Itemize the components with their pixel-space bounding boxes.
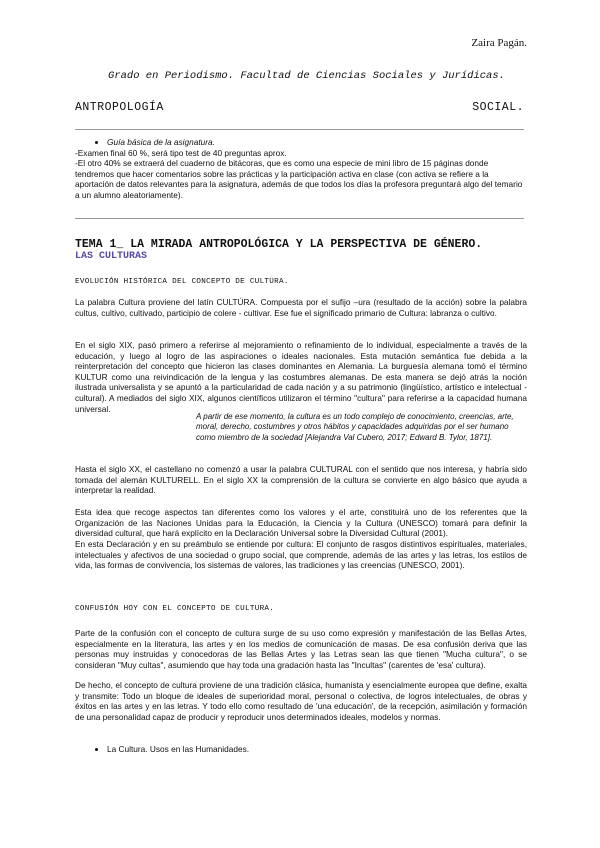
paragraph-classical-tradition: De hecho, el concepto de cultura proviene de una tradición clásica, humanista y esencialmente europea que define, exalta y transmite: Todo un bloque de ideales de superioridad moral, personal o colectiva, de logros intelectuales, de obras y éxitos en las artes y en las letras. Y todo ello como resultado de 'una educación', de la recepción, asimilación y formación de una personalidad capaz de producir y reproducir unos determinados ideales, modelos y normas. — [75, 680, 527, 722]
guide-list — [75, 137, 527, 148]
subject-title — [75, 101, 524, 114]
quote-tylor: A partir de ese momento, la cultura es un todo complejo de conocimiento, creencias, arte, moral, derecho, costumbres y otros hábitos y capacidades adquiridas por el ser humano como miembro de la sociedad [Alejandra Val Cubero, 2017; Edward B. Tylor, 1871]. — [196, 412, 514, 442]
section-heading-evolution: EVOLUCIÓN HISTÓRICA DEL CONCEPTO DE CULTURA. — [75, 278, 289, 286]
paragraph-nineteenth-century: En el siglo XIX, pasó primero a referirse al mejoramiento o refinamiento de lo individual, especialmente a través de la educación, y luego al logro de las aspiraciones o ideales nacionales. Esta mutación semántica fue debida a la reinterpretación del concepto que hicieron las clases dominantes en Alemania. La burguesía alemana tomó el término KULTUR como una reivindicación de la lengua y las costumbres alemanas. De esta manera se dejó atrás la noción ilustrada universalista y se apuntó a la particularidad de cada nación y a su patrimonio (lingüístico, artístico e intelectual - cultural). A mediados del siglo XIX, algunos científicos utilizaron el término "cultura" para referirse a la capacidad humana universal. — [75, 340, 527, 414]
course-guide — [75, 137, 527, 201]
paragraph-declaration: En esta Declaración y en su preámbulo se entiende por cultura: El conjunto de rasgos distintivos espirituales, materiales, intelectuales y afectivos de una sociedad o grupo social, que comprende, además de las artes y las letras, los estilos de vida, las formas de convivencia, los sistemas de valores, las tradiciones y las creencias (UNESCO, 2001). — [75, 539, 527, 571]
divider-bottom — [75, 218, 524, 219]
paragraph-unesco: Esta idea que recoge aspectos tan diferentes como los valores y el arte, constituirá uno de los referentes que la Organización de las Naciones Unidas para la Educación, la Ciencia y la Cultura (UNESCO) tomará para definir la diversidad cultural, que hará explícito en la Declaración Universal sobre la Diversidad Cultural (2001). — [75, 507, 527, 539]
paragraph-twentieth-century: Hasta el siglo XX, el castellano no comenzó a usar la palabra CULTURAL con el sentido que nos interesa, y habría sido tomada del alemán KULTURELL. En el siglo XX la comprensión de la cultura se convierte en algo básico que ayuda a interpretar la realidad. — [75, 464, 527, 496]
subject-right: SOCIAL. — [472, 101, 524, 114]
humanities-list — [75, 744, 249, 754]
degree-line: Grado en Periodismo. Facultad de Ciencias Sociales y Jurídicas. — [108, 70, 505, 82]
divider-top — [75, 129, 524, 130]
guide-bullet: • Guía básica de la asignatura. — [107, 137, 527, 148]
paragraph-etymology: La palabra Cultura proviene del latín CULTÚRA. Compuesta por el sufijo –ura (resultado de la acción) sobre la palabra cultus, cultivo, cultivado, participio de colere - cultivar. Ese fue el significado primario de Cultura: labranza o cultivo. — [75, 297, 527, 318]
exam-line: -Examen final 60 %, será tipo test de 40 preguntas aprox. — [75, 147, 287, 158]
subject-left: ANTROPOLOGÍA — [75, 101, 164, 114]
paragraph-confusion: Parte de la confusión con el concepto de cultura surge de su uso como expresión y manifestación de las Bellas Artes, especialmente en la literatura, las artes y en los medios de comunicación de masas. De esa confusión deriva que las personas muy instruidas y conocedoras de las Bellas Artes y las Letras sean las que tienen "Mucha cultura", o se consideran "Muy cultas", asumiendo que hay toda una gradación hasta las "Incultas" (carentes de 'esa' cultura). — [75, 628, 527, 670]
theme-title: TEMA 1_ LA MIRADA ANTROPOLÓGICA Y LA PERSPECTIVA DE GÉNERO. — [75, 238, 483, 251]
notebook-line: -El otro 40% se extraerá del cuaderno de bitácoras, que es como una especie de mini libro de 15 páginas donde tendremos que hacer comentarios sobre las prácticas y la participación activa en clase (con activa se refiere a la aportación de datos relevantes para la asignatura, además de que todos los días la profesora preguntará algo del temario a un alumno aleatoriamente). — [75, 158, 523, 200]
section-heading-confusion: CONFUSIÓN HOY CON EL CONCEPTO DE CULTURA. — [75, 605, 275, 613]
author-name: Zaira Pagán. — [471, 37, 527, 49]
theme-subtitle: LAS CULTURAS — [75, 251, 148, 262]
humanities-bullet: • La Cultura. Usos en las Humanidades. — [107, 744, 249, 754]
